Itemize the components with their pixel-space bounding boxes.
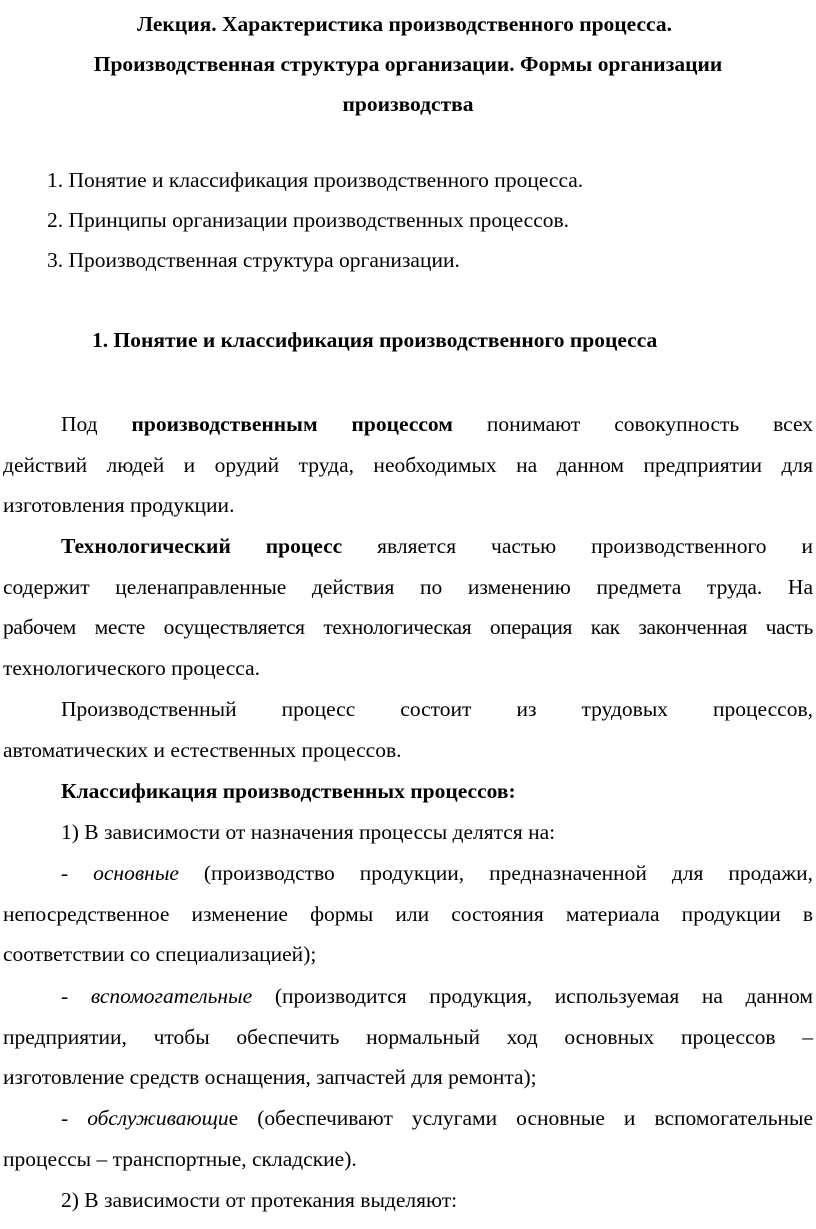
paragraph-composition xyxy=(3,689,813,770)
term-bold: производственным xyxy=(131,412,318,436)
title-line-2: Производственная структура организации. Формы организации xyxy=(93,52,723,76)
word: понимают xyxy=(486,412,581,436)
paragraph-line: действий людей и орудий труда, необходимых на данном предприятии для xyxy=(3,452,813,477)
paragraph-line xyxy=(3,853,813,894)
plan-item-1: 1. Понятие и классификация производственного процесса. xyxy=(47,168,584,192)
text: (производство продукции, предназначенной для продажи, xyxy=(178,861,813,885)
paragraph-line: Производственный процесс состоит из трудовых процессов, xyxy=(61,697,813,721)
classification-item-2-block xyxy=(3,1180,813,1221)
paragraph-line: процессы – транспортные, складские). xyxy=(3,1146,357,1171)
dash: - xyxy=(61,1106,88,1130)
paragraph-line: изготовление средств оснащения, запчастей для ремонта); xyxy=(3,1065,537,1089)
term-bold: процессом xyxy=(351,412,453,436)
paragraph-definition xyxy=(3,404,813,526)
paragraph-line: содержит целенаправленные действия по изменению предмета труда. На xyxy=(3,574,813,599)
paragraph-line: автоматических и естественных процессов. xyxy=(3,737,402,762)
paragraph-main-processes xyxy=(3,853,813,975)
paragraph-line: изготовления продукции. xyxy=(3,493,235,517)
term-italic: основные xyxy=(93,861,179,885)
classification-heading xyxy=(3,771,813,812)
word: Под xyxy=(61,412,98,436)
text: является частью производственного и xyxy=(377,534,813,558)
paragraph-aux-processes xyxy=(3,976,813,1098)
paragraph-line xyxy=(3,526,813,567)
text: (производится продукция, используемая на данном xyxy=(252,984,813,1008)
paragraph-line: непосредственное изменение формы или состояния материала продукции в xyxy=(3,901,813,926)
title-line-1: Лекция. Характеристика производственного процесса. xyxy=(137,12,672,36)
word: всех xyxy=(773,412,813,436)
dash: - xyxy=(61,861,94,885)
paragraph-service-processes xyxy=(3,1098,813,1179)
paragraph-line: предприятии, чтобы обеспечить нормальный ход основных процессов – xyxy=(3,1024,813,1049)
text: (обеспечивают услугами основные и вспомогательные xyxy=(238,1106,813,1130)
paragraph-line: соответствии со специализацией); xyxy=(3,942,317,966)
classification-block xyxy=(3,771,813,852)
paragraph-tech-process xyxy=(3,526,813,688)
heading-text: Классификация производственных процессов: xyxy=(61,779,516,803)
word: совокупность xyxy=(614,412,740,436)
lecture-title xyxy=(0,4,816,124)
paragraph-line xyxy=(3,976,813,1017)
text: е xyxy=(228,1106,239,1130)
title-line-3: производства xyxy=(342,92,474,116)
paragraph-line: рабочем месте осуществляется технологическая операция как законченная часть xyxy=(3,615,813,639)
paragraph-line: технологического процесса. xyxy=(3,655,260,680)
plan-item-3: 3. Производственная структура организации. xyxy=(47,248,460,272)
plan-item-2: 2. Принципы организации производственных процессов. xyxy=(47,208,570,232)
term-bold: Технологический процесс xyxy=(61,534,343,558)
classification-item-2: 2) В зависимости от протекания выделяют: xyxy=(61,1188,458,1212)
term-italic: обслуживающи xyxy=(87,1106,229,1130)
paragraph-line xyxy=(3,1098,813,1139)
classification-item-1: 1) В зависимости от назначения процессы делятся на: xyxy=(61,819,556,844)
paragraph-line xyxy=(3,404,813,445)
dash: - xyxy=(61,984,91,1008)
term-italic: вспомогательные xyxy=(90,984,253,1008)
section-heading-1: 1. Понятие и классификация производственного процесса xyxy=(92,328,658,352)
